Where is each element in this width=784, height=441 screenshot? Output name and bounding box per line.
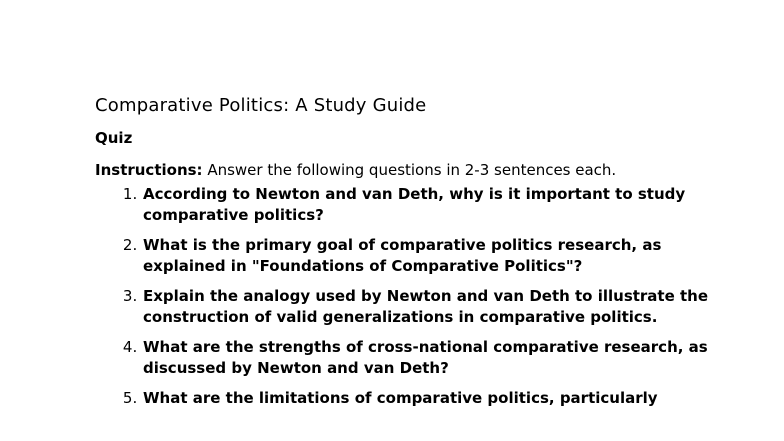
section-heading-quiz: Quiz <box>95 129 133 147</box>
document-page <box>95 94 735 418</box>
instructions-text: Answer the following questions in 2-3 sentences each. <box>202 161 617 179</box>
question-item: 4. What are the strengths of cross-national comparative research, as discussed by Newton and van Deth? <box>142 337 735 379</box>
question-item: 2. What is the primary goal of comparative politics research, as explained in "Foundations of Comparative Politics"? <box>142 235 735 277</box>
question-item: 5. What are the limitations of comparative politics, particularly <box>142 388 735 409</box>
question-item: 3. Explain the analogy used by Newton and van Deth to illustrate the construction of valid generalizations in comparative politics. <box>142 286 735 328</box>
instructions-label: Instructions: <box>95 161 203 179</box>
question-list <box>95 184 735 409</box>
instructions <box>95 160 735 180</box>
question-item: 1. According to Newton and van Deth, why is it important to study comparative politics? <box>142 184 735 226</box>
document-title: Comparative Politics: A Study Guide <box>95 95 427 116</box>
